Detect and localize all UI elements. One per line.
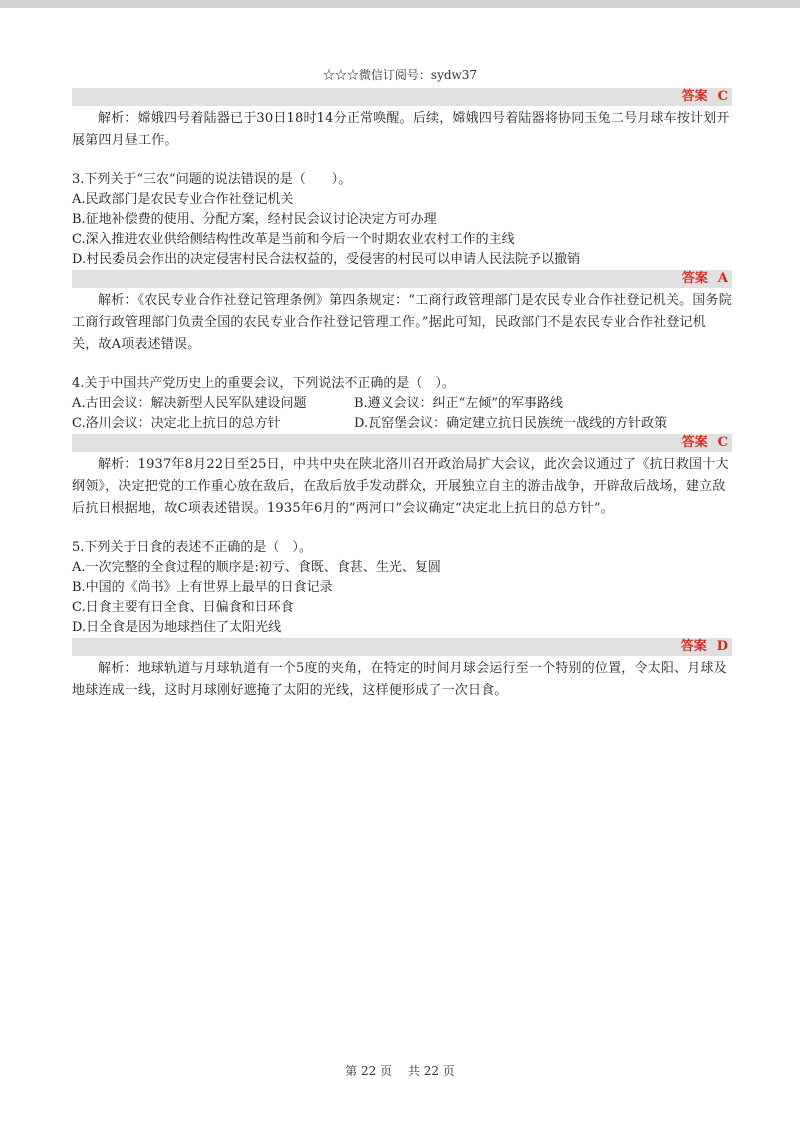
answer-label: 答案 [680, 639, 707, 654]
question-stem: 5.下列关于日食的表述不正确的是（ ）。 [72, 540, 312, 555]
page-total: 共 22 页 [407, 1064, 455, 1078]
analysis-text: 解析：嫦娥四号着陆器已于30日18时14分正常唤醒。后续，嫦娥四号着陆器将协同玉兔二号月球车按计划开展第四月昼工作。 [72, 111, 730, 148]
analysis-text: 解析：地球轨道与月球轨道有一个5度的夹角，在特定的时间月球会运行至一个特别的位置，令太阳、月球及地球连成一线，这时月球刚好遮掩了太阳的光线，这样便形成了一次日食。 [72, 661, 727, 698]
analysis-text: 解析：1937年8月22日至25日，中共中央在陕北洛川召开政治局扩大会议，此次会议通过了《抗日救国十大纲领》，决定把党的工作重心放在敌后，在敌后放手发动群众，开展独立自主的游击战争，开辟敌后战场，建立敌后抗日根据地，故C项表述错误。1935年6月的“两河口”会议确定“决定北上抗日的总方针”。 [72, 457, 729, 516]
option-a: A.古田会议：解决新型人民军队建设问题 [72, 396, 307, 411]
answer-bar [72, 638, 732, 656]
answer-bar [72, 88, 732, 106]
option-d: D.瓦窑堡会议：确定建立抗日民族统一战线的方针政策 [354, 416, 668, 431]
question-4 [72, 374, 732, 520]
answer-value: C [717, 89, 728, 104]
option-a: A.一次完整的全食过程的顺序是:初亏、食既、食甚、生光、复圆 [72, 560, 441, 575]
option-b: B.征地补偿费的使用、分配方案，经村民会议讨论决定方可办理 [72, 212, 437, 227]
answer-value: A [717, 271, 728, 286]
answer-value: C [717, 435, 728, 450]
option-row [72, 414, 732, 434]
question-3 [72, 170, 732, 356]
question-stem: 3.下列关于“三农”问题的说法错误的是（ ）。 [72, 172, 352, 187]
question-stem: 4.关于中国共产党历史上的重要会议，下列说法不正确的是（ ）。 [72, 376, 455, 391]
option-c: C.深入推进农业供给侧结构性改革是当前和今后一个时期农业农村工作的主线 [72, 232, 515, 247]
answer-label: 答案 [681, 89, 708, 104]
page-header: ☆☆☆微信订阅号：sydw37 [322, 68, 478, 82]
option-row [72, 394, 732, 414]
option-b: B.遵义会议：纠正“左倾”的军事路线 [354, 396, 563, 411]
top-border [0, 0, 800, 8]
analysis-text: 解析：《农民专业合作社登记管理条例》第四条规定：“工商行政管理部门是农民专业合作社登记机关。国务院工商行政管理部门负责全国的农民专业合作社登记管理工作。”据此可知，民政部门不是农民专业合作社登记机关，故A项表述错误。 [72, 293, 732, 352]
document-body [72, 88, 732, 702]
answer-label: 答案 [681, 435, 708, 450]
option-c: C.洛川会议：决定北上抗日的总方针 [72, 416, 281, 431]
answer-label: 答案 [681, 271, 708, 286]
page-footer [0, 1062, 800, 1079]
option-b: B.中国的《尚书》上有世界上最早的日食记录 [72, 580, 333, 595]
answer-bar [72, 270, 732, 288]
option-a: A.民政部门是农民专业合作社登记机关 [72, 192, 294, 207]
option-c: C.日食主要有日全食、日偏食和日环食 [72, 600, 294, 615]
question-5 [72, 538, 732, 702]
answer-value: D [716, 639, 728, 654]
option-d: D.日全食是因为地球挡住了太阳光线 [72, 620, 282, 635]
option-d: D.村民委员会作出的决定侵害村民合法权益的，受侵害的村民可以申请人民法院予以撤销 [72, 252, 581, 267]
answer-bar [72, 434, 732, 452]
page-number: 第 22 页 [345, 1064, 393, 1078]
